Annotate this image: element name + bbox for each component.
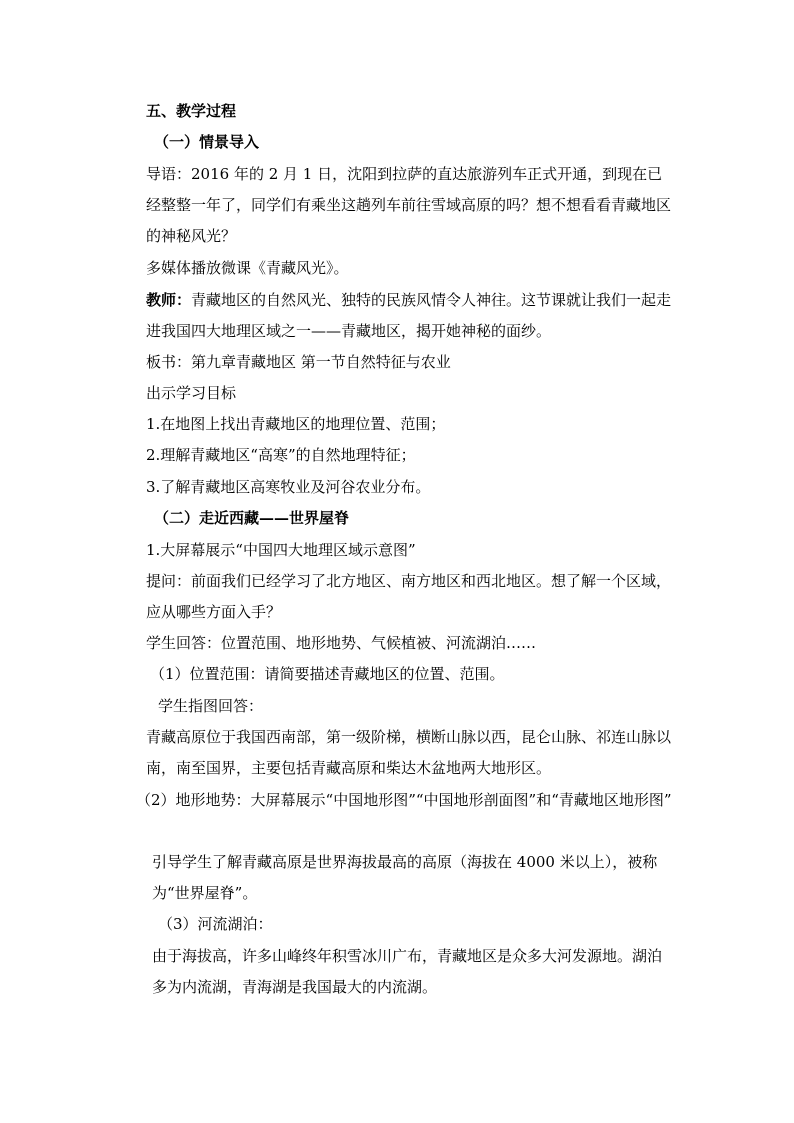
goal-item: 1.在地图上找出青藏地区的地理位置、范围； [146, 415, 446, 433]
question-paragraph: 提问：前面我们已经学习了北方地区、南方地区和西北地区。想了解一个区域，应从哪些方面入手？ [146, 572, 672, 621]
position-line: （1）位置范围：请简要描述青藏地区的位置、范围。 [150, 665, 505, 683]
terrain-paragraph: （2）地形地势：大屏幕展示“中国地形图”“中国地形剖面图”和“青藏地区地形图” [136, 791, 672, 809]
media-line: 多媒体播放微课《青藏风光》。 [146, 259, 349, 277]
teacher-paragraph [146, 285, 676, 347]
screen-line: 1.大屏幕展示“中国四大地理区域示意图” [146, 541, 416, 559]
teacher-label: 教师： [146, 291, 192, 309]
answer-line: 学生回答：位置范围、地形地势、气候植被、河流湖泊…… [146, 634, 537, 652]
intro-paragraph: 导语：2016 年的 2 月 1 日，沈阳到拉萨的直达旅游列车正式开通，到现在已经整整一年了，同学们有乘坐这趟列车前往雪域高原的吗？想不想看看青藏地区的神秘风光？ [146, 165, 672, 245]
position-paragraph: 青藏高原位于我国西南部，第一级阶梯，横断山脉以西，昆仑山脉、祁连山脉以南，南至国界，主要包括青藏高原和柴达木盆地两大地形区。 [146, 728, 672, 777]
rivers-line: （3）河流湖泊： [158, 915, 273, 933]
goals-title: 出示学习目标 [146, 384, 237, 402]
board-line: 板书：第九章青藏地区 第一节自然特征与农业 [146, 353, 451, 371]
rivers-paragraph: 由于海拔高，许多山峰终年积雪冰川广布，青藏地区是众多大河发源地。湖泊多为内流湖，青海湖是我国最大的内流湖。 [152, 947, 663, 996]
sub2-heading: （二）走近西藏——世界屋脊 [154, 509, 350, 527]
section-heading: 五、教学过程 [146, 102, 237, 120]
goal-item: 3.了解青藏地区高寒牧业及河谷农业分布。 [146, 478, 431, 496]
guide-paragraph: 引导学生了解青藏高原是世界海拔最高的高原（海拔在 4000 米以上），被称为“世界屋脊”。 [152, 853, 658, 902]
point-answer-line: 学生指图回答： [158, 697, 264, 715]
goal-item: 2.理解青藏地区“高寒”的自然地理特征； [146, 446, 416, 464]
sub1-heading: （一）情景导入 [154, 133, 260, 151]
teacher-text: 青藏地区的自然风光、独特的民族风情令人神往。这节课就让我们一起走进我国四大地理区域之一——青藏地区，揭开她神秘的面纱。 [146, 291, 672, 340]
